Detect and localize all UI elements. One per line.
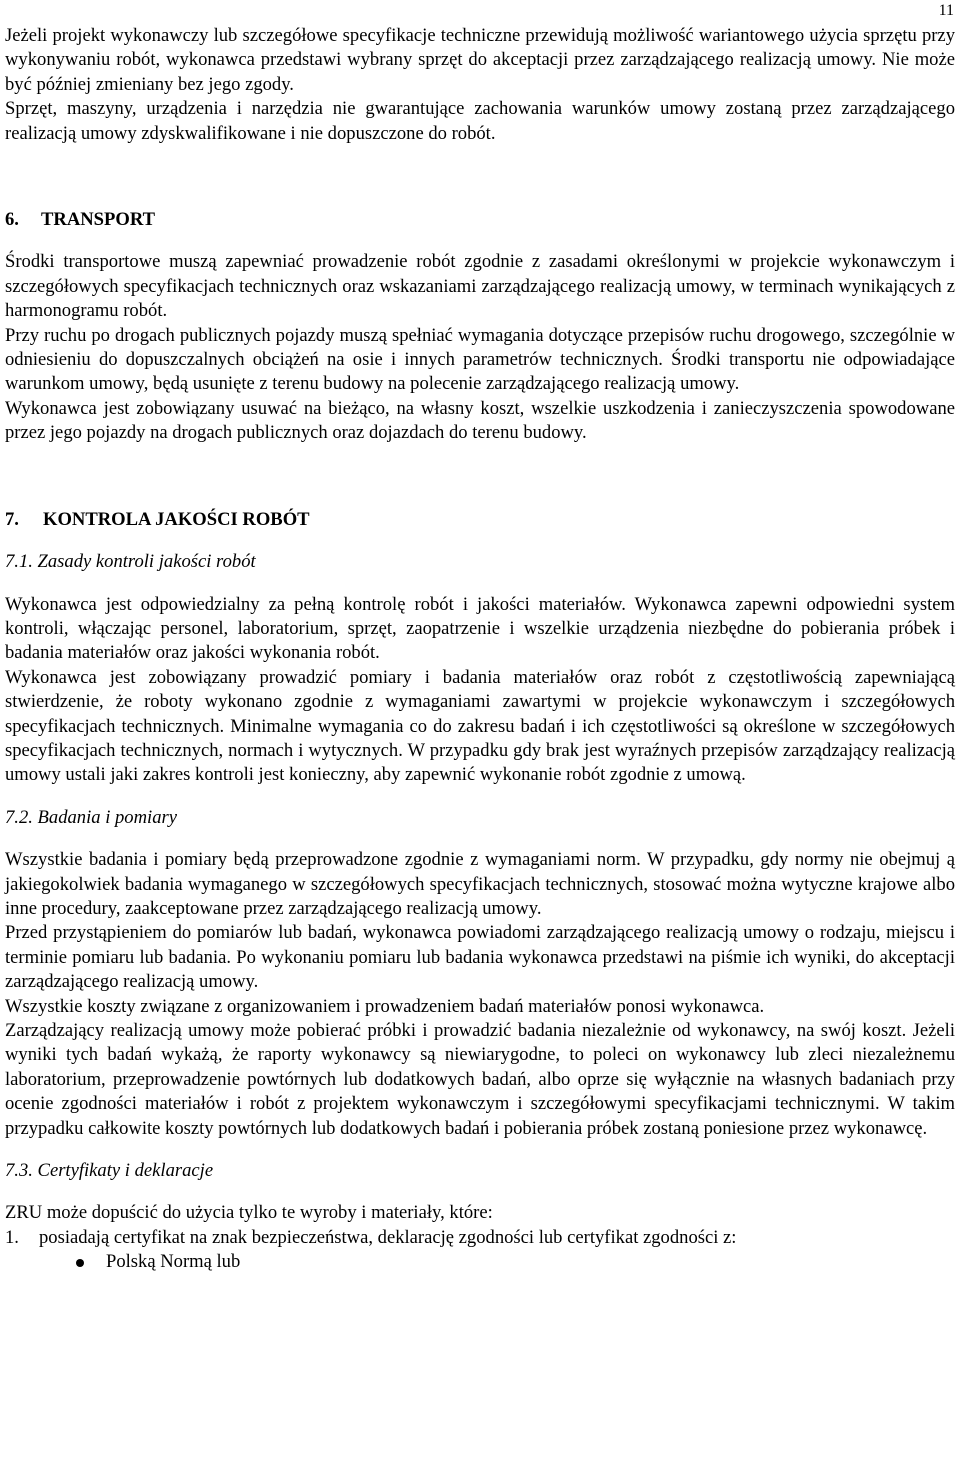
numbered-list-item [5, 1226, 955, 1250]
section-6-paragraph-3: Wykonawca jest zobowiązany usuwać na bieżąco, na własny koszt, wszelkie uszkodzenia i zanieczyszczenia spowodowane przez jego pojazdy na drogach publicznych oraz dojazdach do terenu budowy. [5, 397, 955, 444]
list-number: 1. [5, 1226, 19, 1248]
section-7-title: KONTROLA JAKOŚCI ROBÓT [43, 508, 310, 530]
subsection-7-2-heading: 7.2. Badania i pomiary [5, 806, 177, 828]
bullet-item-text: Polską Normą lub [106, 1251, 241, 1273]
bullet-list-item [5, 1250, 955, 1274]
bullet-icon [76, 1259, 84, 1267]
subsection-7-2-paragraph-4: Zarządzający realizacją umowy może pobierać próbki i prowadzić badania niezależnie od wykonawcy, na swój koszt. Jeżeli wyniki tych badań wykażą, że raporty wykonawcy są niewiarygodne, to poleci on wykonawcy lub zleci niezależnemu laboratorium, przeprowadzenie powtórnych lub dodatkowych badań, albo oprze się wyłącznie na własnych badaniach przy ocenie zgodności materiałów i robót z projektem wykonawczym i szczegółowymi specyfikacjami technicznymi. W takim przypadku całkowite koszty powtórnych lub dodatkowych badań i pobierania próbek zostaną poniesione przez wykonawcę. [5, 1020, 955, 1139]
page-number: 11 [938, 2, 954, 19]
subsection-7-1-paragraph-2: Wykonawca jest zobowiązany prowadzić pomiary i badania materiałów oraz robót z częstotliwością zapewniającą stwierdzenie, że roboty wykonano zgodnie z wymaganiami zawartymi w projekcie wykonawczym i szczegółowych specyfikacjach technicznych. Minimalne wymagania co do zakresu badań i ich częstotliwości są określone w szczegółowych specyfikacjach technicznych, normach i wytycznych. W przypadku gdy brak jest wyraźnych przepisów zarządzający realizacją umowy ustali jaki zakres kontroli jest konieczny, aby zapewnić wykonanie robót zgodnie z umową. [5, 666, 955, 786]
section-7-number: 7. [5, 508, 19, 530]
section-6-number: 6. [5, 209, 19, 231]
subsection-7-3-heading: 7.3. Certyfikaty i deklaracje [5, 1160, 214, 1182]
section-6-title: TRANSPORT [41, 209, 156, 231]
section-6-heading [5, 208, 955, 232]
subsection-7-1-paragraph-1: Wykonawca jest odpowiedzialny za pełną kontrolę robót i jakości materiałów. Wykonawca zapewni odpowiedni system kontroli, włączając personel, laboratorium, sprzęt, zaopatrzenie i wszelkie urządzenia niezbędne do pobierania próbek i badania materiałów oraz jakości wykonania robót. [5, 593, 955, 664]
intro-paragraph-1: Jeżeli projekt wykonawczy lub szczegółowe specyfikacje techniczne przewidują możliwość wariantowego użycia sprzętu przy wykonywaniu robót, wykonawca przedstawi wybrany sprzęt do akceptacji przez zarządzającego realizacją umowy. Nie może być później zmieniany bez jego zgody. [5, 25, 955, 95]
subsection-7-2-paragraph-2: Przed przystąpieniem do pomiarów lub badań, wykonawca powiadomi zarządzającego realizacją umowy o rodzaju, miejscu i terminie pomiaru lub badania. Po wykonaniu pomiaru lub badania wykonawca przedstawi na piśmie ich wyniki, do akceptacji zarządzającego realizacją umowy. [5, 922, 955, 993]
section-6-paragraph-2: Przy ruchu po drogach publicznych pojazdy muszą spełniać wymagania dotyczące przepisów ruchu drogowego, szczególnie w odniesieniu do dopuszczalnych obciążeń na osie i innych parametrów technicznych. Środki transportu nie odpowiadające warunkom umowy, będą usunięte z terenu budowy na polecenie zarządzającego realizacją umowy. [5, 324, 955, 395]
section-7-heading [5, 508, 955, 532]
document-body [5, 24, 955, 1275]
list-item-text: posiadają certyfikat na znak bezpieczeństwa, deklarację zgodności lub certyfikat zgodności z: [39, 1226, 737, 1248]
subsection-7-1-heading: 7.1. Zasady kontroli jakości robót [5, 551, 256, 573]
intro-paragraph-2: Sprzęt, maszyny, urządzenia i narzędzia nie gwarantujące zachowania warunków umowy zostaną przez zarządzającego realizacją umowy zdyskwalifikowane i nie dopuszczone do robót. [5, 98, 955, 144]
subsection-7-3-paragraph-1: ZRU może dopuścić do użycia tylko te wyroby i materiały, które: [5, 1202, 493, 1224]
subsection-7-2-paragraph-1: Wszystkie badania i pomiary będą przeprowadzone zgodnie z wymaganiami norm. W przypadku, gdy normy nie obejmuj ą jakiegokolwiek badania wymaganego w szczegółowych specyfikacjach technicznych, stosować można wytyczne krajowe albo inne procedury, zaakceptowane przez zarządzającego realizacją umowy. [5, 849, 955, 919]
subsection-7-2-paragraph-3: Wszystkie koszty związane z organizowaniem i prowadzeniem badań materiałów ponosi wykonawca. [5, 995, 765, 1017]
section-6-paragraph-1: Środki transportowe muszą zapewniać prowadzenie robót zgodnie z zasadami określonymi w projekcie wykonawczym i szczegółowych specyfikacjach technicznych oraz wskazaniami zarządzającego realizacją umowy, w terminach wynikających z harmonogramu robót. [5, 251, 955, 322]
